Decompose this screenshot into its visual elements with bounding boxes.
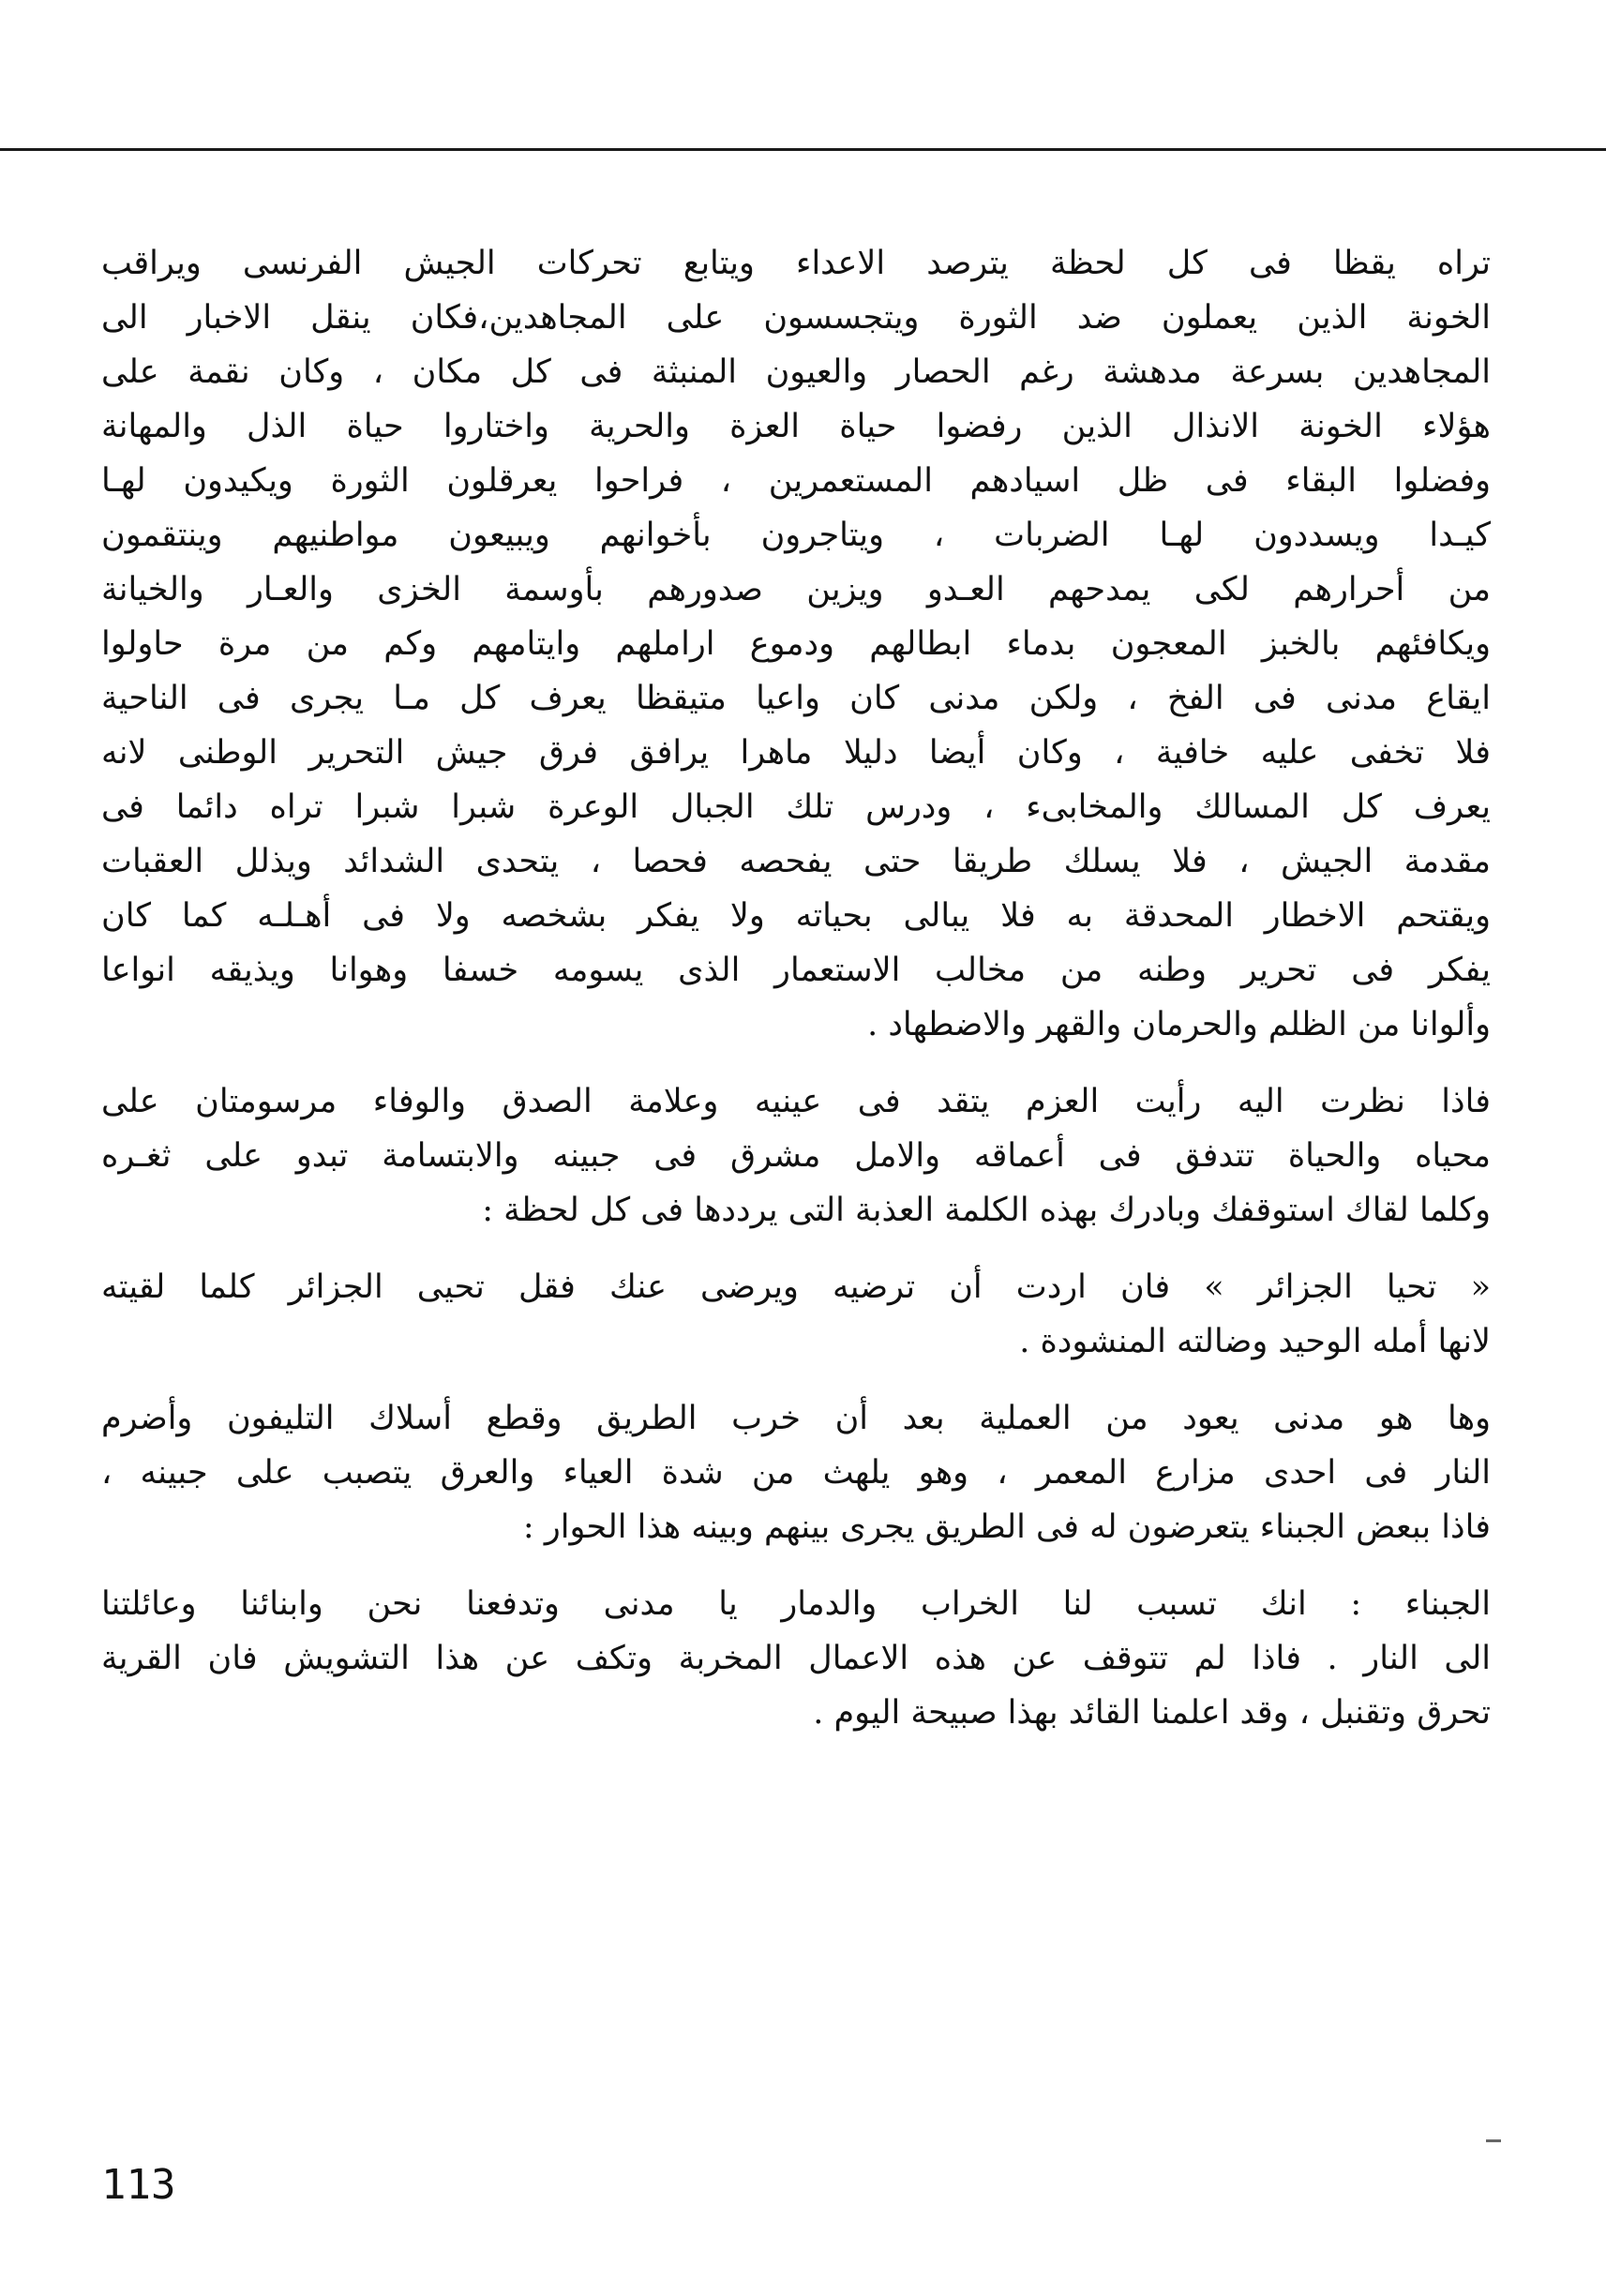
text-line: وألوانا من الظلم والحرمان والقهر والاضطهاد . [867,1006,1491,1043]
text-line: تحرق وتقنبل ، وقد اعلمنا القائد بهذا صبيحة اليوم . [813,1694,1491,1732]
text-line: محياه والحياة تتدفق فى أعماقه والامل مشرق فى جبينه والابتسامة تبدو على ثغـره [101,1137,1491,1175]
text-line: فاذا ببعض الجبناء يتعرضون له فى الطريق يجرى بينهم وبينه هذا الحوار : [522,1508,1491,1546]
text-line: الجبناء : انك تسبب لنا الخراب والدمار يا مدنى وتدفعنا نحن وابنائنا وعائلتنا [101,1585,1491,1623]
paragraph-2 [101,1074,1491,1238]
paragraph-3 [101,1260,1491,1369]
text-line: فلا تخفى عليه خافية ، وكان أيضا دليلا ماهرا يرافق فرق جيش التحرير الوطنى لانه [101,734,1491,772]
text-line: يعرف كل المسالك والمخابىء ، ودرس تلك الجبال الوعرة شبرا شبرا تراه دائما فى [101,788,1491,826]
text-line: من أحرارهم لكى يمدحهم العـدو ويزين صدورهم بأوسمة الخزى والعـار والخيانة [101,571,1491,608]
paragraph-1 [101,236,1491,1052]
text-line: وها هو مدنى يعود من العملية بعد أن خرب الطريق وقطع أسلاك التليفون وأضرم [101,1400,1491,1437]
page-number: 113 [101,2161,176,2209]
paragraph-4 [101,1391,1491,1554]
paragraph-5 [101,1577,1491,1740]
text-line: تراه يقظا فى كل لحظة يترصد الاعداء ويتابع تحركات الجيش الفرنسى ويراقب [101,245,1491,282]
text-line: وكلما لقاك استوقفك وبادرك بهذه الكلمة العذبة التى يرددها فى كل لحظة : [482,1192,1491,1229]
text-line: « تحيا الجزائر » فان اردت أن ترضيه ويرضى عنك فقل تحيى الجزائر كلما لقيته [101,1268,1491,1306]
text-line: يفكر فى تحرير وطنه من مخالب الاستعمار الذى يسومه خسفا وهوانا ويذيقه انواعا [101,952,1491,989]
text-line: مقدمة الجيش ، فلا يسلك طريقا حتى يفحصه فحصا ، يتحدى الشدائد ويذلل العقبات [101,843,1491,880]
text-line: الخونة الذين يعملون ضد الثورة ويتجسسون على المجاهدين،فكان ينقل الاخبار الى [101,299,1491,337]
text-line: ويكافئهم بالخبز المعجون بدماء ابطالهم ودموع اراملهم وايتامهم وكم من مرة حاولوا [101,625,1491,663]
header-rule [0,148,1606,151]
text-line: فاذا نظرت اليه رأيت العزم يتقد فى عينيه وعلامة الصدق والوفاء مرسومتان على [101,1083,1491,1120]
text-line: ايقاع مدنى فى الفخ ، ولكن مدنى كان واعيا متيقظا يعرف كل مـا يجرى فى الناحية [101,680,1491,717]
text-line: وفضلوا البقاء فى ظل اسيادهم المستعمرين ، فراحوا يعرقلون الثورة ويكيدون لهـا [101,462,1491,500]
text-line: هؤلاء الخونة الانذال الذين رفضوا حياة العزة والحرية واختاروا حياة الذل والمهانة [101,408,1491,445]
scan-mark [1486,2139,1501,2142]
text-line: لانها أمله الوحيد وضالته المنشودة . [1019,1323,1491,1360]
page-body [101,236,1491,1740]
text-line: النار فى احدى مزارع المعمر ، وهو يلهث من شدة العياء والعرق يتصبب على جبينه ، [101,1454,1491,1492]
text-line: كيـدا ويسددون لهـا الضربات ، ويتاجرون بأخوانهم ويبيعون مواطنيهم وينتقمون [101,517,1491,554]
text-line: ويقتحم الاخطار المحدقة به فلا يبالى بحياته ولا يفكر بشخصه ولا فى أهـلـه كما كان [101,897,1491,935]
text-line: المجاهدين بسرعة مدهشة رغم الحصار والعيون المنبثة فى كل مكان ، وكان نقمة على [101,353,1491,391]
text-line: الى النار . فاذا لم تتوقف عن هذه الاعمال المخربة وتكف عن هذا التشويش فان القرية [101,1640,1491,1677]
